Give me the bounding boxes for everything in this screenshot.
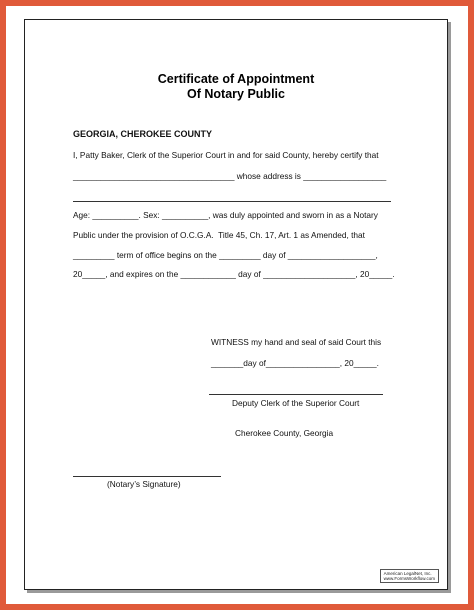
- witness-line-1: WITNESS my hand and seal of said Court this: [211, 337, 382, 347]
- witness-line-2: _______day of________________, 20_____.: [211, 358, 379, 368]
- publisher-credit-line-2: www.FormsWorkflow.com: [383, 575, 435, 581]
- paragraph-line-4: Age: __________. Sex: __________, was duly appointed and sworn in as a Notary: [73, 210, 378, 220]
- paragraph-line-6: _________ term of office begins on the _________ day of ___________________,: [73, 250, 378, 260]
- clerk-location: Cherokee County, Georgia: [235, 428, 334, 438]
- title-line-1: Certificate of Appointment: [157, 72, 315, 86]
- title-line-2: Of Notary Public: [187, 87, 285, 101]
- clerk-signature-line: [209, 394, 383, 395]
- notary-signature-line: [73, 476, 221, 477]
- clerk-title: Deputy Clerk of the Superior Court: [232, 398, 360, 408]
- notary-signature-label: (Notary’s Signature): [107, 479, 181, 489]
- publisher-credit: [380, 569, 439, 583]
- paragraph-line-2: ___________________________________ whose address is __________________: [73, 171, 387, 181]
- county-heading: GEORGIA, CHEROKEE COUNTY: [73, 129, 213, 139]
- paragraph-line-1: I, Patty Baker, Clerk of the Superior Court in and for said County, hereby certify that: [73, 150, 379, 160]
- publisher-credit-line-1: American LegalNet, Inc.: [383, 570, 432, 576]
- paragraph-line-7: 20_____, and expires on the ____________ day of ____________________, 20_____.: [73, 269, 395, 279]
- paragraph-line-5: Public under the provision of O.C.G.A. Title 45, Ch. 17, Art. 1 as Amended, that: [73, 230, 365, 240]
- document-page: [24, 19, 448, 590]
- address-continuation-line: [73, 201, 391, 202]
